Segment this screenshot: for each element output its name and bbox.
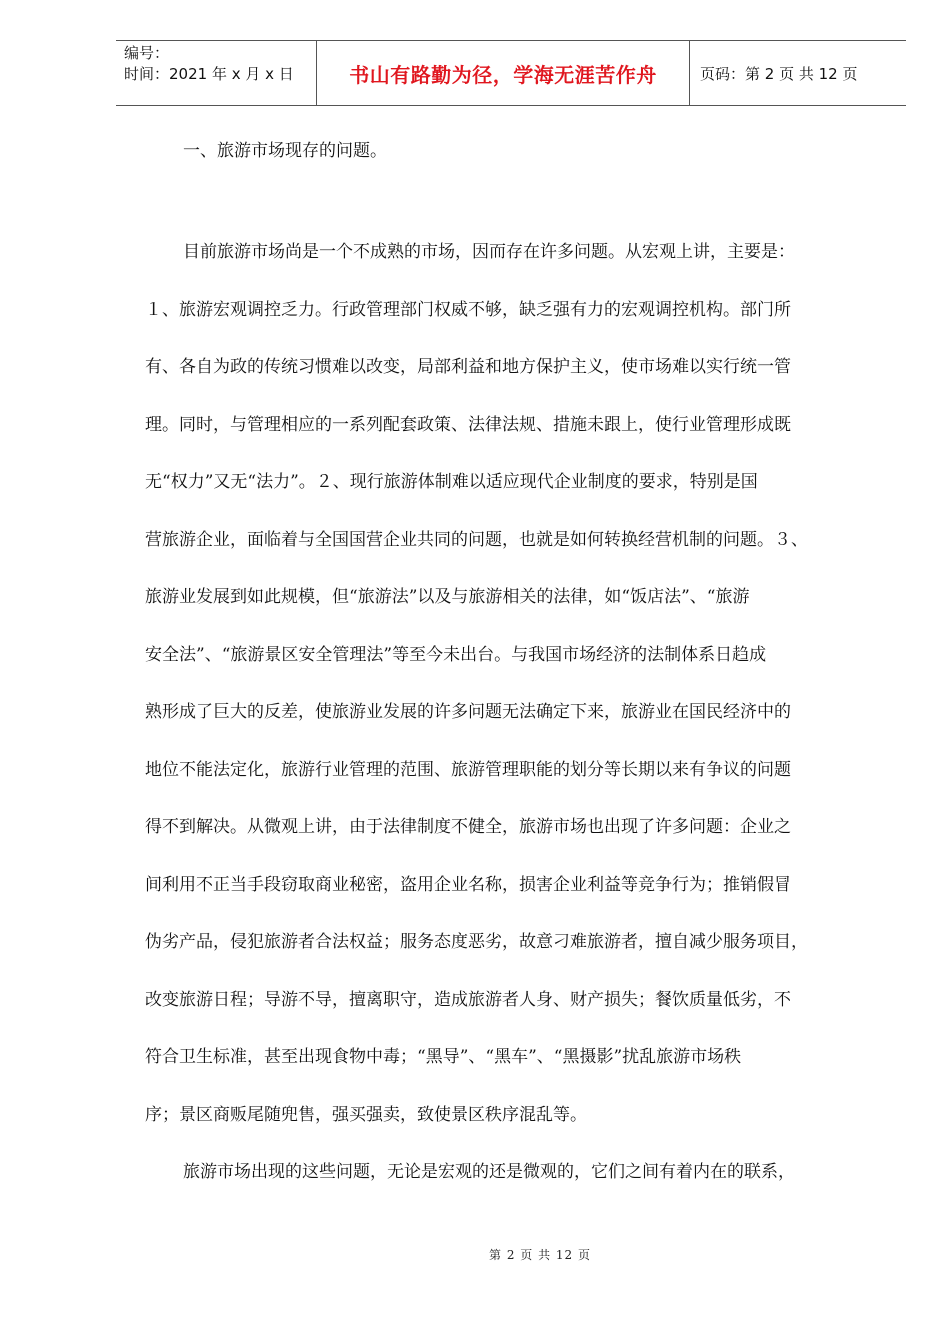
header-meta (116, 41, 316, 105)
footer-page-number: 第 2 页 共 12 页 (489, 1248, 591, 1262)
text-line: 理。同时，与管理相应的一系列配套政策、法律法规、措施未跟上，使行业管理形成既 (145, 414, 791, 435)
text-line: 伪劣产品，侵犯旅游者合法权益；服务态度恶劣，故意刁难旅游者，擅自减少服务项目， (145, 932, 808, 952)
text-line: 改变旅游日程；导游不导，擅离职守，造成旅游者人身、财产损失；餐饮质量低劣，不 (145, 989, 791, 1010)
text-line: 旅游市场出现的这些问题，无论是宏观的还是微观的，它们之间有着内在的联系， (183, 1162, 795, 1182)
text-line: 熟形成了巨大的反差，使旅游业发展的许多问题无法确定下来，旅游业在国民经济中的 (145, 702, 791, 722)
document-number-label: 编号： (124, 44, 170, 62)
header-page-info: 页码：第 2 页 共 12 页 (700, 64, 858, 83)
text-line: 符合卫生标准，甚至出现食物中毒；“黑导”、“黑车”、“黑摄影”扰乱旅游市场秩 (145, 1047, 742, 1067)
text-line: 无“权力”又无“法力”。２、现行旅游体制难以适应现代企业制度的要求，特别是国 (145, 472, 758, 492)
header-motto-cell (316, 41, 690, 105)
text-line: 得不到解决。从微观上讲，由于法律制度不健全，旅游市场也出现了许多问题：企业之 (145, 817, 791, 837)
document-header (116, 40, 906, 106)
document-date: 时间：2021 年 x 月 x 日 (124, 65, 294, 83)
text-line: 营旅游企业，面临着与全国国营企业共同的问题，也就是如何转换经营机制的问题。３、 (145, 529, 808, 550)
text-line: 旅游业发展到如此规模，但“旅游法”以及与旅游相关的法律，如“饭店法”、“旅游 (145, 587, 750, 607)
text-line: 有、各自为政的传统习惯难以改变，局部利益和地方保护主义，使市场难以实行统一管 (145, 357, 791, 377)
header-motto: 书山有路勤为径，学海无涯苦作舟 (349, 62, 657, 87)
body-text (145, 230, 875, 1208)
text-line: １、旅游宏观调控乏力。行政管理部门权威不够，缺乏强有力的宏观调控机构。部门所 (145, 299, 791, 320)
text-line: 目前旅游市场尚是一个不成熟的市场，因而存在许多问题。从宏观上讲，主要是： (183, 242, 795, 262)
text-line: 序；景区商贩尾随兜售，强买强卖，致使景区秩序混乱等。 (145, 1104, 587, 1125)
text-line: 地位不能法定化，旅游行业管理的范围、旅游管理职能的划分等长期以来有争议的问题 (145, 759, 791, 780)
text-line: 间利用不正当手段窃取商业秘密，盗用企业名称，损害企业利益等竞争行为；推销假冒 (145, 874, 791, 895)
section-heading: 一、旅游市场现存的问题。 (183, 141, 387, 161)
page-footer (0, 1246, 950, 1263)
text-line: 安全法”、“旅游景区安全管理法”等至今未出台。与我国市场经济的法制体系日趋成 (145, 644, 767, 665)
